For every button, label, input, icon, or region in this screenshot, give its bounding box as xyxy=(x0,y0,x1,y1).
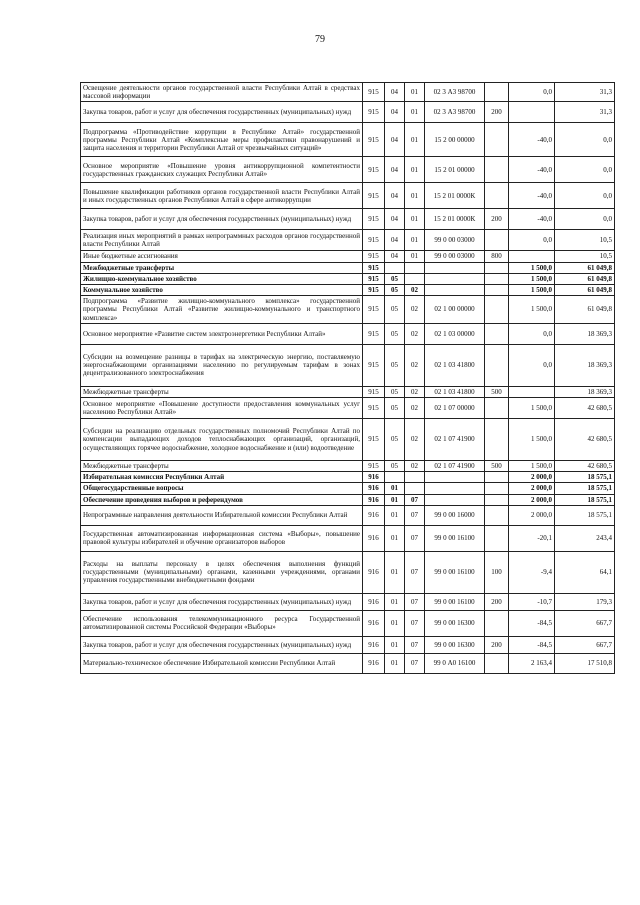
table-row xyxy=(81,653,615,673)
cell-csr: 02 3 А3 98700 xyxy=(425,102,485,123)
cell-rz: 04 xyxy=(385,157,405,183)
cell-pr: 02 xyxy=(405,323,425,344)
cell-vr xyxy=(485,323,509,344)
cell-rz: 04 xyxy=(385,123,405,157)
cell-name: Межбюджетные трансферты xyxy=(81,386,363,397)
cell-vr xyxy=(485,398,509,419)
table-row xyxy=(81,483,615,494)
cell-pr: 07 xyxy=(405,653,425,673)
cell-total: 0,0 xyxy=(555,123,615,157)
cell-csr: 99 0 00 16100 xyxy=(425,593,485,610)
cell-name: Субсидии на реализацию отдельных государственных полномочий Республики Алтай по компенсации выпадающих доходов теплоснабжающих организаций, организаций, осуществляющих горячее водоснабжение, холодное водоснабжение и (или) водоотведение xyxy=(81,419,363,461)
table-row xyxy=(81,183,615,209)
table-row xyxy=(81,398,615,419)
cell-rz: 05 xyxy=(385,323,405,344)
table-row xyxy=(81,505,615,525)
cell-csr: 02 1 03 00000 xyxy=(425,323,485,344)
cell-pr: 02 xyxy=(405,461,425,472)
cell-csr: 99 0 00 03000 xyxy=(425,230,485,251)
cell-vr xyxy=(485,157,509,183)
cell-name: Закупка товаров, работ и услуг для обеспечения государственных (муниципальных) нужд xyxy=(81,593,363,610)
table-row xyxy=(81,472,615,483)
cell-name: Общегосударственные вопросы xyxy=(81,483,363,494)
cell-pr: 02 xyxy=(405,285,425,296)
cell-rz: 01 xyxy=(385,636,405,653)
cell-change: 0,0 xyxy=(509,323,555,344)
cell-change: 0,0 xyxy=(509,344,555,386)
cell-gr: 915 xyxy=(363,251,385,262)
cell-total: 667,7 xyxy=(555,636,615,653)
cell-vr xyxy=(485,183,509,209)
cell-gr: 915 xyxy=(363,262,385,273)
cell-gr: 915 xyxy=(363,209,385,230)
cell-name: Подпрограмма «Противодействие коррупции в Республике Алтай» государственной программы Республики Алтай «Комплексные меры профилактики правонарушений и защита населения и территории Республики Алтай от чрезвычайных ситуаций» xyxy=(81,123,363,157)
cell-gr: 916 xyxy=(363,610,385,636)
cell-vr: 100 xyxy=(485,551,509,593)
cell-name: Обеспечение использования телекоммуникационного ресурса Государственной автоматизированной системы Российской Федерации «Выборы» xyxy=(81,610,363,636)
cell-change xyxy=(509,386,555,397)
table-row xyxy=(81,593,615,610)
table-row xyxy=(81,209,615,230)
cell-pr: 02 xyxy=(405,344,425,386)
cell-pr: 02 xyxy=(405,386,425,397)
cell-vr: 200 xyxy=(485,209,509,230)
cell-csr: 02 1 07 41900 xyxy=(425,461,485,472)
cell-total: 64,1 xyxy=(555,551,615,593)
cell-gr: 916 xyxy=(363,653,385,673)
cell-vr xyxy=(485,83,509,102)
cell-csr: 02 1 00 00000 xyxy=(425,296,485,324)
cell-vr xyxy=(485,273,509,284)
cell-gr: 916 xyxy=(363,494,385,505)
cell-vr xyxy=(485,262,509,273)
cell-rz: 01 xyxy=(385,505,405,525)
cell-change: 1 500,0 xyxy=(509,262,555,273)
cell-rz: 04 xyxy=(385,102,405,123)
cell-pr: 01 xyxy=(405,123,425,157)
cell-name: Коммунальное хозяйство xyxy=(81,285,363,296)
table-row xyxy=(81,123,615,157)
cell-csr: 99 0 00 16300 xyxy=(425,636,485,653)
cell-gr: 915 xyxy=(363,83,385,102)
cell-pr: 07 xyxy=(405,636,425,653)
cell-rz: 01 xyxy=(385,525,405,551)
cell-vr xyxy=(485,230,509,251)
cell-rz: 05 xyxy=(385,296,405,324)
cell-name: Субсидии на возмещение разницы в тарифах на электрическую энергию, поставляемую энергоснабжающими организациями населению по регулируемым тарифам в зонах децентрализованного электроснабжения xyxy=(81,344,363,386)
cell-gr: 916 xyxy=(363,472,385,483)
cell-vr xyxy=(485,285,509,296)
cell-name: Иные бюджетные ассигнования xyxy=(81,251,363,262)
cell-vr xyxy=(485,653,509,673)
cell-csr: 99 0 А0 16100 xyxy=(425,653,485,673)
cell-total: 0,0 xyxy=(555,183,615,209)
cell-gr: 915 xyxy=(363,183,385,209)
cell-csr: 99 0 00 16300 xyxy=(425,610,485,636)
cell-gr: 915 xyxy=(363,344,385,386)
cell-vr xyxy=(485,505,509,525)
cell-vr xyxy=(485,494,509,505)
cell-vr: 200 xyxy=(485,636,509,653)
cell-gr: 915 xyxy=(363,273,385,284)
cell-total: 18 575,1 xyxy=(555,483,615,494)
cell-gr: 916 xyxy=(363,636,385,653)
cell-csr xyxy=(425,483,485,494)
cell-gr: 916 xyxy=(363,483,385,494)
cell-csr: 15 2 01 0000К xyxy=(425,209,485,230)
cell-change: 1 500,0 xyxy=(509,461,555,472)
cell-rz: 01 xyxy=(385,610,405,636)
cell-vr: 200 xyxy=(485,593,509,610)
cell-vr xyxy=(485,123,509,157)
cell-gr: 915 xyxy=(363,230,385,251)
table-row xyxy=(81,461,615,472)
cell-vr xyxy=(485,483,509,494)
cell-name: Закупка товаров, работ и услуг для обеспечения государственных (муниципальных) нужд xyxy=(81,209,363,230)
cell-rz: 04 xyxy=(385,209,405,230)
cell-total: 61 049,8 xyxy=(555,285,615,296)
cell-gr: 915 xyxy=(363,123,385,157)
cell-total: 10,5 xyxy=(555,230,615,251)
table-row xyxy=(81,323,615,344)
cell-change: -40,0 xyxy=(509,183,555,209)
cell-name: Государственная автоматизированная информационная система «Выборы», повышение правовой культуры избирателей и обучение организаторов выборов xyxy=(81,525,363,551)
table-row xyxy=(81,551,615,593)
cell-total: 243,4 xyxy=(555,525,615,551)
cell-csr xyxy=(425,472,485,483)
cell-rz xyxy=(385,472,405,483)
table-row xyxy=(81,251,615,262)
cell-name: Непрограммные направления деятельности Избирательной комиссии Республики Алтай xyxy=(81,505,363,525)
cell-name: Подпрограмма «Развитие жилищно-коммунального комплекса» государственной программы Республики Алтай «Развитие жилищно-коммунального и транспортного комплекса» xyxy=(81,296,363,324)
cell-change: -40,0 xyxy=(509,123,555,157)
cell-vr: 800 xyxy=(485,251,509,262)
cell-total: 10,5 xyxy=(555,251,615,262)
cell-rz xyxy=(385,262,405,273)
cell-pr: 07 xyxy=(405,494,425,505)
cell-name: Закупка товаров, работ и услуг для обеспечения государственных (муниципальных) нужд xyxy=(81,102,363,123)
cell-total: 179,3 xyxy=(555,593,615,610)
cell-rz: 05 xyxy=(385,273,405,284)
cell-gr: 915 xyxy=(363,461,385,472)
cell-pr xyxy=(405,273,425,284)
table-row xyxy=(81,285,615,296)
cell-gr: 916 xyxy=(363,525,385,551)
cell-gr: 915 xyxy=(363,398,385,419)
cell-change: 1 500,0 xyxy=(509,273,555,284)
cell-total: 61 049,8 xyxy=(555,296,615,324)
cell-rz: 05 xyxy=(385,419,405,461)
cell-total: 667,7 xyxy=(555,610,615,636)
cell-rz: 04 xyxy=(385,83,405,102)
cell-csr: 99 0 00 16000 xyxy=(425,505,485,525)
table-row xyxy=(81,386,615,397)
cell-total: 18 575,1 xyxy=(555,505,615,525)
cell-csr xyxy=(425,273,485,284)
cell-pr: 01 xyxy=(405,83,425,102)
cell-change: 1 500,0 xyxy=(509,398,555,419)
cell-rz: 01 xyxy=(385,593,405,610)
cell-change: -40,0 xyxy=(509,209,555,230)
cell-change: 1 500,0 xyxy=(509,419,555,461)
cell-vr xyxy=(485,525,509,551)
table-row xyxy=(81,262,615,273)
cell-rz: 05 xyxy=(385,386,405,397)
page-number: 79 xyxy=(315,34,325,45)
table-row xyxy=(81,296,615,324)
cell-vr: 200 xyxy=(485,102,509,123)
cell-name: Расходы на выплаты персоналу в целях обеспечения выполнения функций государственными (муниципальными) органами, казенными учреждениями, органами управления государственными внебюджетными фондами xyxy=(81,551,363,593)
cell-csr: 02 1 07 41900 xyxy=(425,419,485,461)
cell-csr: 15 2 01 0000К xyxy=(425,183,485,209)
table-row xyxy=(81,344,615,386)
table-row xyxy=(81,230,615,251)
cell-pr: 07 xyxy=(405,525,425,551)
cell-pr xyxy=(405,483,425,494)
cell-csr xyxy=(425,285,485,296)
cell-name: Закупка товаров, работ и услуг для обеспечения государственных (муниципальных) нужд xyxy=(81,636,363,653)
cell-rz: 04 xyxy=(385,251,405,262)
cell-change: 0,0 xyxy=(509,230,555,251)
cell-csr: 99 0 00 16100 xyxy=(425,551,485,593)
cell-total: 42 680,5 xyxy=(555,398,615,419)
cell-total: 0,0 xyxy=(555,157,615,183)
cell-change: -9,4 xyxy=(509,551,555,593)
cell-vr xyxy=(485,296,509,324)
cell-name: Обеспечение проведения выборов и референдумов xyxy=(81,494,363,505)
cell-name: Освещение деятельности органов государственной власти Республики Алтай в средствах массовой информации xyxy=(81,83,363,102)
cell-csr: 02 3 А3 98700 xyxy=(425,83,485,102)
cell-pr: 01 xyxy=(405,102,425,123)
cell-pr: 02 xyxy=(405,398,425,419)
table-body xyxy=(81,83,615,674)
table-row xyxy=(81,273,615,284)
table-row xyxy=(81,525,615,551)
cell-csr: 15 2 01 00000 xyxy=(425,157,485,183)
cell-rz: 05 xyxy=(385,285,405,296)
cell-rz: 01 xyxy=(385,551,405,593)
cell-vr xyxy=(485,344,509,386)
table-row xyxy=(81,636,615,653)
cell-pr: 01 xyxy=(405,230,425,251)
table-row xyxy=(81,83,615,102)
cell-csr: 02 1 03 41800 xyxy=(425,386,485,397)
cell-gr: 915 xyxy=(363,419,385,461)
cell-name: Основное мероприятие «Развитие систем электроэнергетики Республики Алтай» xyxy=(81,323,363,344)
cell-name: Повышение квалификации работников органов государственной власти Республики Алтай и иных государственных органов Республики Алтай в сфере антикоррупции xyxy=(81,183,363,209)
cell-pr xyxy=(405,472,425,483)
cell-rz: 01 xyxy=(385,653,405,673)
table-row xyxy=(81,157,615,183)
cell-change: -20,1 xyxy=(509,525,555,551)
cell-gr: 915 xyxy=(363,102,385,123)
cell-rz: 04 xyxy=(385,183,405,209)
cell-pr: 02 xyxy=(405,419,425,461)
cell-gr: 916 xyxy=(363,593,385,610)
cell-vr: 500 xyxy=(485,461,509,472)
cell-rz: 01 xyxy=(385,483,405,494)
cell-total: 18 369,3 xyxy=(555,323,615,344)
cell-pr: 07 xyxy=(405,610,425,636)
cell-total: 42 680,5 xyxy=(555,461,615,472)
cell-rz: 05 xyxy=(385,461,405,472)
cell-csr: 99 0 00 16100 xyxy=(425,525,485,551)
cell-rz: 05 xyxy=(385,344,405,386)
cell-csr xyxy=(425,262,485,273)
cell-vr xyxy=(485,419,509,461)
cell-change: -40,0 xyxy=(509,157,555,183)
cell-gr: 915 xyxy=(363,386,385,397)
cell-total: 61 049,8 xyxy=(555,262,615,273)
budget-table xyxy=(80,82,615,674)
cell-pr: 07 xyxy=(405,593,425,610)
cell-gr: 915 xyxy=(363,285,385,296)
table-row xyxy=(81,610,615,636)
cell-gr: 915 xyxy=(363,157,385,183)
cell-change: 1 500,0 xyxy=(509,296,555,324)
cell-total: 18 575,1 xyxy=(555,472,615,483)
cell-rz: 01 xyxy=(385,494,405,505)
cell-gr: 916 xyxy=(363,505,385,525)
cell-name: Межбюджетные трансферты xyxy=(81,262,363,273)
cell-name: Реализация иных мероприятий в рамках непрограммных расходов органов государственной власти Республики Алтай xyxy=(81,230,363,251)
cell-pr: 07 xyxy=(405,551,425,593)
cell-pr xyxy=(405,262,425,273)
cell-total: 42 680,5 xyxy=(555,419,615,461)
cell-name: Материально-техническое обеспечение Избирательной комиссии Республики Алтай xyxy=(81,653,363,673)
cell-pr: 01 xyxy=(405,209,425,230)
cell-change: 2 000,0 xyxy=(509,494,555,505)
cell-gr: 916 xyxy=(363,551,385,593)
cell-change: 2 000,0 xyxy=(509,472,555,483)
cell-name: Избирательная комиссия Республики Алтай xyxy=(81,472,363,483)
cell-pr: 01 xyxy=(405,183,425,209)
table-row xyxy=(81,102,615,123)
cell-vr: 500 xyxy=(485,386,509,397)
cell-change xyxy=(509,251,555,262)
cell-rz: 05 xyxy=(385,398,405,419)
cell-total: 18 369,3 xyxy=(555,386,615,397)
cell-vr xyxy=(485,472,509,483)
cell-pr: 07 xyxy=(405,505,425,525)
cell-total: 31,3 xyxy=(555,83,615,102)
cell-csr: 02 1 07 00000 xyxy=(425,398,485,419)
cell-rz: 04 xyxy=(385,230,405,251)
cell-name: Основное мероприятие «Повышение доступности предоставления коммунальных услуг населению Республики Алтай» xyxy=(81,398,363,419)
cell-gr: 915 xyxy=(363,296,385,324)
cell-csr xyxy=(425,494,485,505)
cell-total: 18 369,3 xyxy=(555,344,615,386)
cell-name: Межбюджетные трансферты xyxy=(81,461,363,472)
table-row xyxy=(81,494,615,505)
cell-name: Основное мероприятие «Повышение уровня антикоррупционной компетентности государственных гражданских служащих Республики Алтай» xyxy=(81,157,363,183)
cell-csr: 02 1 03 41800 xyxy=(425,344,485,386)
cell-pr: 01 xyxy=(405,251,425,262)
cell-total: 31,3 xyxy=(555,102,615,123)
cell-change: 2 000,0 xyxy=(509,505,555,525)
cell-change: 2 000,0 xyxy=(509,483,555,494)
cell-gr: 915 xyxy=(363,323,385,344)
cell-pr: 01 xyxy=(405,157,425,183)
cell-total: 0,0 xyxy=(555,209,615,230)
cell-change: 1 500,0 xyxy=(509,285,555,296)
cell-change: -84,5 xyxy=(509,610,555,636)
cell-change: 0,0 xyxy=(509,83,555,102)
cell-total: 18 575,1 xyxy=(555,494,615,505)
cell-change: -10,7 xyxy=(509,593,555,610)
table-row xyxy=(81,419,615,461)
cell-change: -84,5 xyxy=(509,636,555,653)
cell-name: Жилищно-коммунальное хозяйство xyxy=(81,273,363,284)
cell-total: 17 510,8 xyxy=(555,653,615,673)
cell-csr: 15 2 00 00000 xyxy=(425,123,485,157)
cell-vr xyxy=(485,610,509,636)
cell-change xyxy=(509,102,555,123)
cell-total: 61 049,8 xyxy=(555,273,615,284)
cell-pr: 02 xyxy=(405,296,425,324)
cell-csr: 99 0 00 03000 xyxy=(425,251,485,262)
cell-change: 2 163,4 xyxy=(509,653,555,673)
